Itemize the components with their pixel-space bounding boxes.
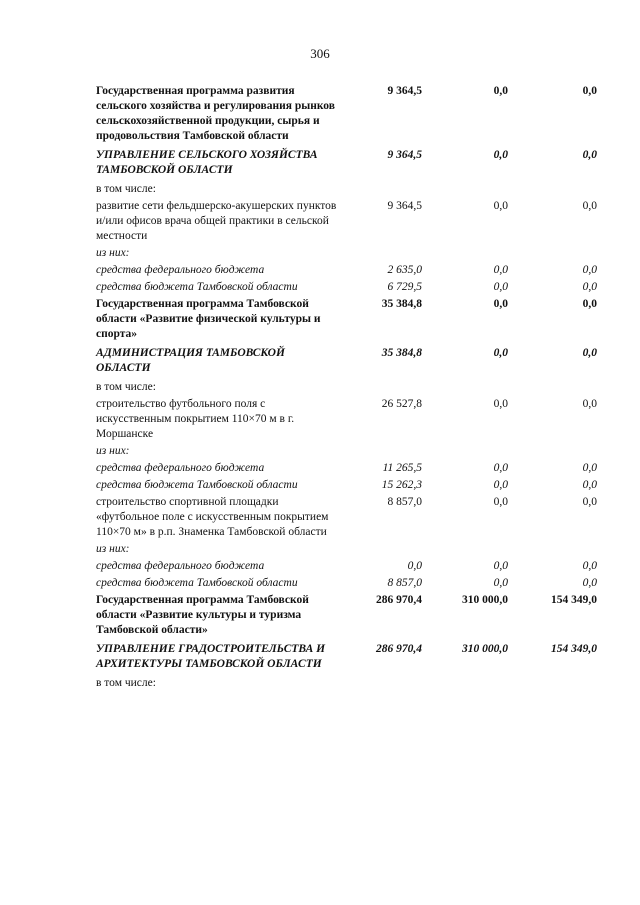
- row-value-3: 154 349,0: [551, 643, 597, 655]
- row-value-3: 0,0: [582, 149, 597, 161]
- row-name: строительство футбольного поля с искусственным покрытием 110×70 м в г. Моршанске: [96, 398, 295, 440]
- row-name: АДМИНИСТРАЦИЯ ТАМБОВСКОЙ ОБЛАСТИ: [96, 347, 285, 374]
- row-value-2: 0,0: [493, 347, 508, 359]
- table-row: [96, 593, 606, 638]
- row-value-3: 0,0: [582, 347, 597, 359]
- row-name: из них:: [96, 543, 130, 555]
- row-name: в том числе:: [96, 381, 156, 393]
- row-value-2: 0,0: [493, 281, 508, 293]
- row-value-2: 0,0: [493, 149, 508, 161]
- row-value-2: 0,0: [493, 200, 508, 212]
- row-value-1: 0,0: [407, 560, 422, 572]
- table-row: [96, 559, 606, 574]
- row-value-3: 0,0: [582, 200, 597, 212]
- row-value-3: 0,0: [582, 281, 597, 293]
- row-name: средства бюджета Тамбовской области: [96, 281, 298, 293]
- row-name: строительство спортивной площадки «футбольное поле с искусственным покрытием 110×70 м» в р.п. Знаменка Тамбовской области: [96, 496, 329, 538]
- row-value-1: 8 857,0: [387, 577, 422, 589]
- table-row: [96, 280, 606, 295]
- table-row: [96, 182, 606, 197]
- row-value-1: 9 364,5: [387, 85, 422, 97]
- row-name: УПРАВЛЕНИЕ ГРАДОСТРОИТЕЛЬСТВА И АРХИТЕКТУРЫ ТАМБОВСКОЙ ОБЛАСТИ: [96, 643, 326, 670]
- row-value-2: 0,0: [493, 577, 508, 589]
- row-value-1: 286 970,4: [376, 594, 422, 606]
- table-row: [96, 246, 606, 261]
- row-value-1: 35 384,8: [381, 347, 422, 359]
- row-value-2: 0,0: [493, 264, 508, 276]
- row-value-2: 0,0: [493, 479, 508, 491]
- row-name: в том числе:: [96, 183, 156, 195]
- row-value-1: 6 729,5: [387, 281, 422, 293]
- table-row: [96, 397, 606, 442]
- row-value-1: 26 527,8: [381, 398, 422, 410]
- row-value-2: 0,0: [493, 462, 508, 474]
- row-value-2: 0,0: [493, 560, 508, 572]
- table-row: [96, 576, 606, 591]
- row-name: в том числе:: [96, 677, 156, 689]
- row-value-3: 0,0: [582, 298, 597, 310]
- row-name: из них:: [96, 445, 130, 457]
- row-name: средства федерального бюджета: [96, 560, 265, 572]
- table-row: [96, 444, 606, 459]
- row-name: средства федерального бюджета: [96, 462, 265, 474]
- row-value-2: 310 000,0: [462, 594, 508, 606]
- row-name: развитие сети фельдшерско-акушерских пунктов и/или офисов врача общей практики в сельской местности: [96, 200, 337, 242]
- row-value-3: 0,0: [582, 264, 597, 276]
- row-value-1: 286 970,4: [376, 643, 422, 655]
- row-value-2: 0,0: [493, 398, 508, 410]
- row-value-3: 0,0: [582, 560, 597, 572]
- row-value-3: 0,0: [582, 496, 597, 508]
- table-row: [96, 148, 606, 178]
- page-number: 306: [310, 46, 330, 61]
- table-row: [96, 346, 606, 376]
- row-name: из них:: [96, 247, 130, 259]
- row-name: средства бюджета Тамбовской области: [96, 577, 298, 589]
- row-value-1: 11 265,5: [382, 462, 422, 474]
- table-row: [96, 199, 606, 244]
- table-row: [96, 642, 606, 672]
- row-value-3: 0,0: [582, 577, 597, 589]
- row-value-1: 35 384,8: [381, 298, 422, 310]
- row-value-2: 0,0: [493, 496, 508, 508]
- row-name: Государственная программа Тамбовской области «Развитие физической культуры и спорта»: [96, 298, 321, 340]
- row-value-3: 0,0: [582, 462, 597, 474]
- row-value-2: 310 000,0: [462, 643, 508, 655]
- row-value-2: 0,0: [493, 298, 508, 310]
- table-row: [96, 676, 606, 691]
- row-name: средства федерального бюджета: [96, 264, 265, 276]
- row-name: УПРАВЛЕНИЕ СЕЛЬСКОГО ХОЗЯЙСТВА ТАМБОВСКОЙ ОБЛАСТИ: [96, 149, 318, 176]
- row-name: средства бюджета Тамбовской области: [96, 479, 298, 491]
- table-row: [96, 380, 606, 395]
- row-value-3: 154 349,0: [551, 594, 597, 606]
- row-value-3: 0,0: [582, 398, 597, 410]
- row-value-1: 15 262,3: [381, 479, 422, 491]
- table-row: [96, 297, 606, 342]
- budget-table: [96, 84, 606, 693]
- row-value-3: 0,0: [582, 479, 597, 491]
- table-row: [96, 84, 606, 144]
- row-value-1: 9 364,5: [387, 200, 422, 212]
- row-value-2: 0,0: [493, 85, 508, 97]
- row-name: Государственная программа развития сельского хозяйства и регулирования рынков сельскохозяйственной продукции, сырья и продовольствия Тамбовской области: [96, 85, 335, 142]
- table-row: [96, 461, 606, 476]
- table-row: [96, 478, 606, 493]
- table-row: [96, 263, 606, 278]
- row-value-3: 0,0: [582, 85, 597, 97]
- row-value-1: 8 857,0: [387, 496, 422, 508]
- row-value-1: 9 364,5: [387, 149, 422, 161]
- table-row: [96, 495, 606, 540]
- row-name: Государственная программа Тамбовской области «Развитие культуры и туризма Тамбовской области»: [96, 594, 309, 636]
- row-value-1: 2 635,0: [387, 264, 422, 276]
- table-row: [96, 542, 606, 557]
